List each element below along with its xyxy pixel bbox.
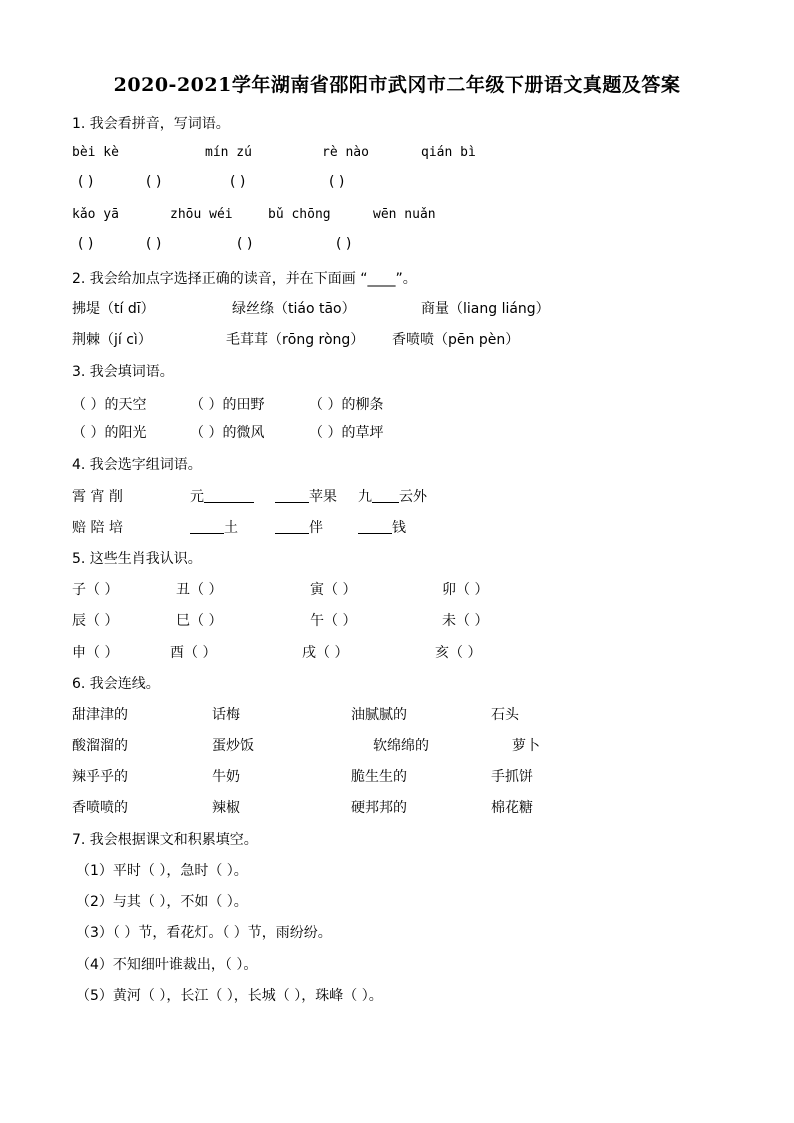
q7-item-2[interactable]: （2）与其（ ），不如（ ）。 [76,894,248,910]
q3-blank-2[interactable]: （ ）的田野 [190,397,265,413]
q1-heading: 1. 我会看拼音，写词语。 [72,116,230,132]
q6-item[interactable]: 软绵绵的 [373,738,429,754]
q3-blank-6[interactable]: （ ）的草坪 [309,425,384,441]
q1-answer-2[interactable]: ( ) [146,174,162,190]
q5-zodiac-5[interactable]: 辰（ ） [72,613,119,629]
q6-item[interactable]: 手抓饼 [491,769,533,785]
q4-word-5: 伴 [275,517,323,537]
q1-pinyin-6: zhōu wéi [170,207,233,222]
q1-answer-3[interactable]: ( ) [230,174,246,190]
q4-blank-6[interactable] [358,519,392,534]
q6-item[interactable]: 油腻腻的 [351,707,407,723]
q1-pinyin-2: mín zú [205,145,252,160]
q1-answer-4[interactable]: ( ) [329,174,345,190]
q4-word-3: 九 云外 [358,489,427,505]
q7-item-5[interactable]: （5）黄河（ ），长江（ ），长城（ ），珠峰（ ）。 [76,988,383,1004]
q6-item[interactable]: 脆生生的 [351,769,407,785]
q4-chars-2: 赔 陪 培 [72,520,123,536]
q5-zodiac-7[interactable]: 午（ ） [310,613,357,629]
q5-zodiac-8[interactable]: 未（ ） [442,613,489,629]
q6-item[interactable]: 棉花糖 [491,800,533,816]
q1-pinyin-3: rè nào [322,145,369,160]
q7-heading: 7. 我会根据课文和积累填空。 [72,832,258,848]
q5-zodiac-6[interactable]: 巳（ ） [176,613,223,629]
q2-item-1[interactable]: 拂堤（tí dī） [72,301,155,317]
q5-zodiac-3[interactable]: 寅（ ） [310,582,357,598]
q5-zodiac-1[interactable]: 子（ ） [72,582,119,598]
q4-blank-2[interactable] [275,488,309,503]
q3-blank-3[interactable]: （ ）的柳条 [309,397,384,413]
q6-item[interactable]: 硬邦邦的 [351,800,407,816]
q6-item[interactable]: 甜津津的 [72,707,128,723]
q6-item[interactable]: 酸溜溜的 [72,738,128,754]
q2-item-5[interactable]: 毛茸茸（rōng ròng） [226,332,365,348]
q6-item[interactable]: 石头 [491,707,519,723]
q1-answer-7[interactable]: ( ) [237,236,253,252]
q4-word-6: 钱 [358,517,406,537]
q2-item-3[interactable]: 商量（liang liáng） [421,301,550,317]
q6-item[interactable]: 辣椒 [212,800,240,816]
q6-item[interactable]: 牛奶 [212,769,240,785]
q4-word-1: 元 [190,486,254,506]
q1-pinyin-8: wēn nuǎn [373,207,436,222]
q5-zodiac-10[interactable]: 酉（ ） [170,645,217,661]
q5-zodiac-4[interactable]: 卯（ ） [442,582,489,598]
q7-item-1[interactable]: （1）平时（ ），急时（ ）。 [76,863,248,879]
q3-blank-4[interactable]: （ ）的阳光 [72,425,147,441]
q2-item-6[interactable]: 香喷喷（pēn pèn） [392,332,520,348]
q4-blank-3[interactable] [372,488,399,503]
q5-zodiac-2[interactable]: 丑（ ） [176,582,223,598]
q3-blank-5[interactable]: （ ）的微风 [190,425,265,441]
page-title: 2020-2021学年湖南省邵阳市武冈市二年级下册语文真题及答案 [113,74,681,96]
q7-item-3[interactable]: （3）（ ）节，看花灯。（ ）节，雨纷纷。 [76,925,332,941]
q2-item-2[interactable]: 绿丝绦（tiáo tāo） [232,301,356,317]
q6-item[interactable]: 蛋炒饭 [212,738,254,754]
q4-word-4: 土 [190,517,238,537]
q4-blank-5[interactable] [275,519,309,534]
q1-pinyin-5: kǎo yā [72,207,119,222]
q1-answer-6[interactable]: ( ) [146,236,162,252]
q6-item[interactable]: 话梅 [212,707,240,723]
q1-pinyin-7: bǔ chōng [268,207,331,222]
q3-heading: 3. 我会填词语。 [72,364,174,380]
q1-pinyin-4: qián bì [421,145,476,160]
q6-item[interactable]: 香喷喷的 [72,800,128,816]
q1-answer-8[interactable]: ( ) [336,236,352,252]
q2-heading: 2. 我会给加点字选择正确的读音，并在下面画 “____”。 [72,271,417,287]
q5-zodiac-9[interactable]: 申（ ） [72,645,119,661]
q1-pinyin-1: bèi kè [72,145,119,160]
q6-item[interactable]: 萝卜 [512,738,540,754]
q1-answer-5[interactable]: ( ) [78,236,94,252]
q4-heading: 4. 我会选字组词语。 [72,457,202,473]
q1-answer-1[interactable]: ( ) [78,174,94,190]
q3-blank-1[interactable]: （ ）的天空 [72,397,147,413]
q6-item[interactable]: 辣乎乎的 [72,769,128,785]
q4-word-2: 苹果 [275,486,337,506]
q5-zodiac-11[interactable]: 戌（ ） [302,645,349,661]
q4-blank-4[interactable] [190,519,224,534]
q5-heading: 5. 这些生肖我认识。 [72,551,202,567]
q2-item-4[interactable]: 荆棘（jí cì） [72,332,152,348]
q5-zodiac-12[interactable]: 亥（ ） [435,645,482,661]
q4-blank-1[interactable] [204,488,254,503]
q4-chars-1: 霄 宵 削 [72,489,123,505]
q7-item-4[interactable]: （4）不知细叶谁裁出，（ ）。 [76,957,258,973]
q6-heading: 6. 我会连线。 [72,676,160,692]
